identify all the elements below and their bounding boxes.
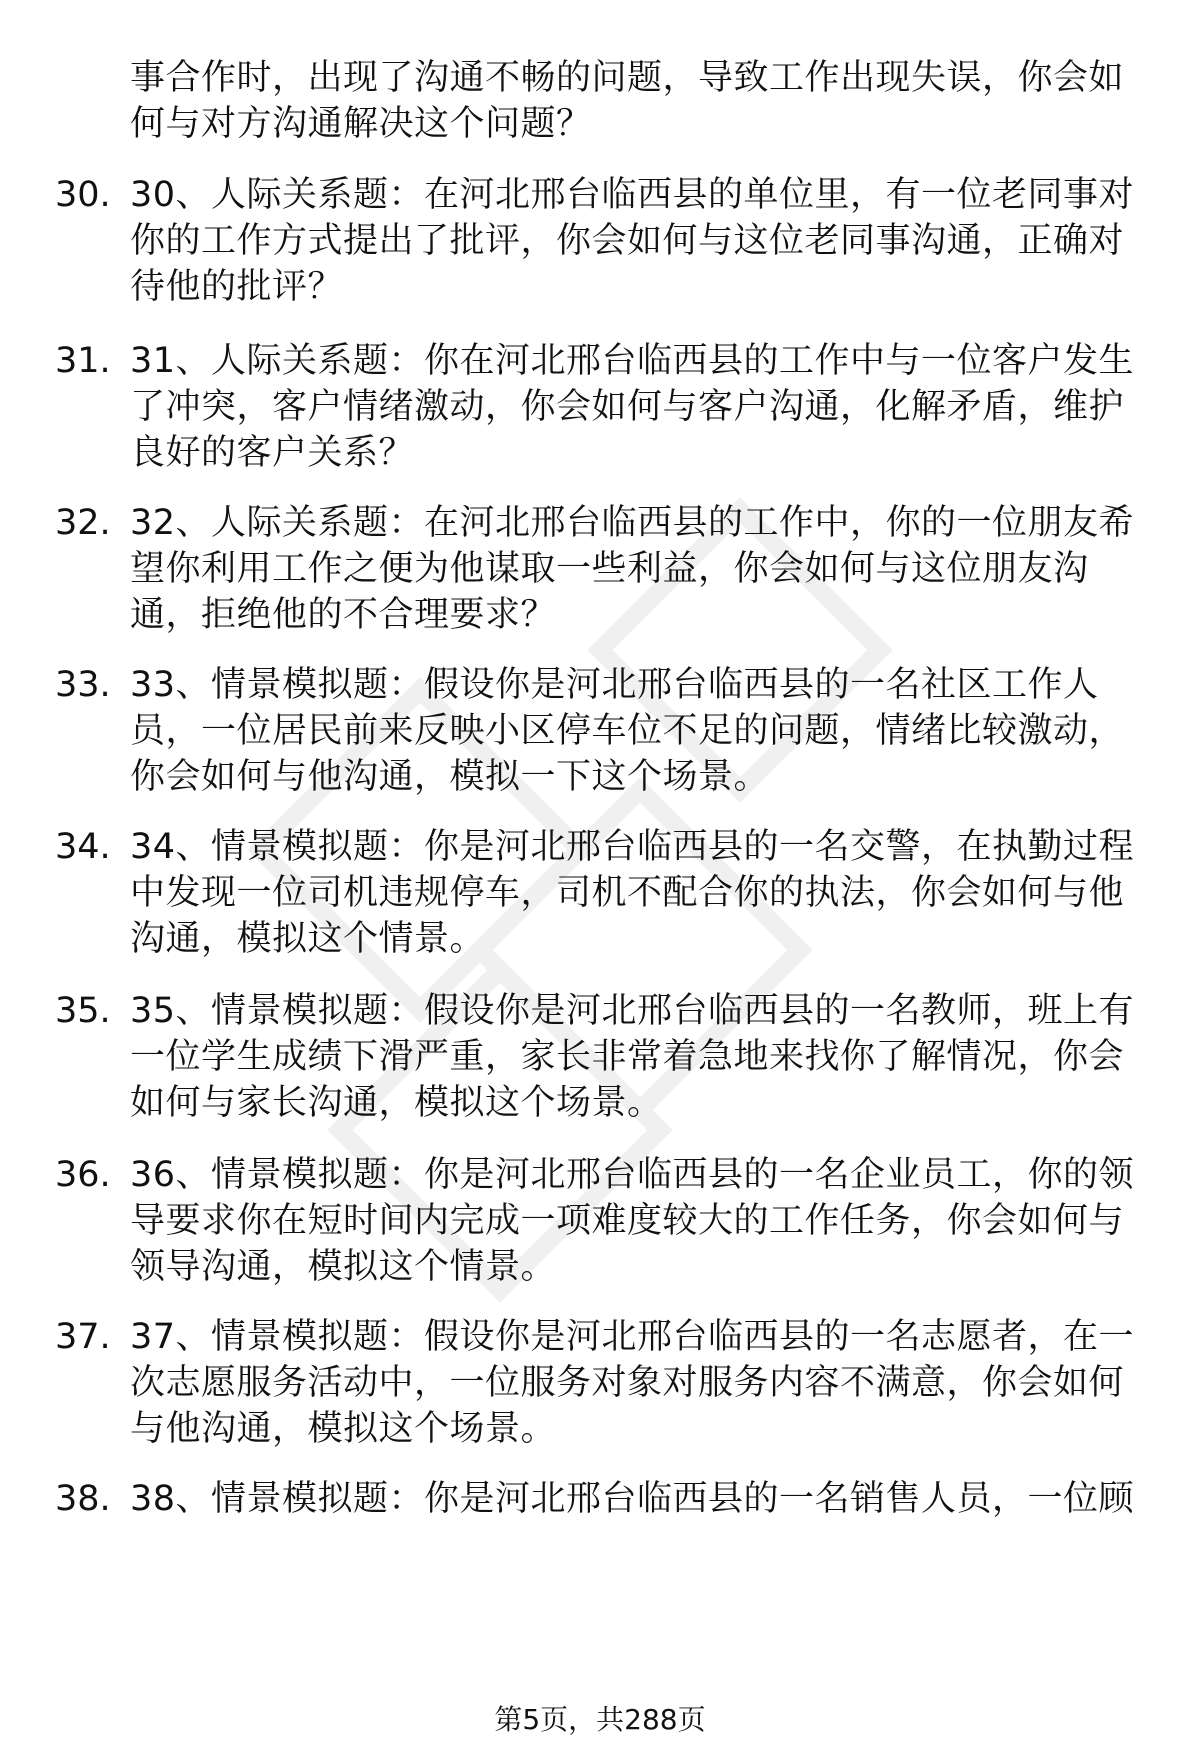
item-text: 34、情景模拟题：你是河北邢台临西县的一名交警，在执勤过程中发现一位司机违规停车，司机不配合你的执法，你会如何与他沟通，模拟这个情景。: [130, 827, 1135, 959]
item-number: 36.: [55, 1155, 111, 1195]
item-text: 37、情景模拟题：假设你是河北邢台临西县的一名志愿者，在一次志愿服务活动中，一位服务对象对服务内容不满意，你会如何与他沟通，模拟这个场景。: [130, 1317, 1135, 1449]
item-number: 35.: [55, 991, 111, 1031]
lead-paragraph: 事合作时，出现了沟通不畅的问题，导致工作出现失误，你会如何与对方沟通解决这个问题？: [130, 58, 1125, 144]
item-text: 31、人际关系题：你在河北邢台临西县的工作中与一位客户发生了冲突，客户情绪激动，你会如何与客户沟通，化解矛盾，维护良好的客户关系？: [130, 341, 1135, 473]
item-number: 37.: [55, 1317, 111, 1357]
item-number: 30.: [55, 175, 111, 215]
item-number: 32.: [55, 503, 111, 543]
item-number: 31.: [55, 341, 111, 381]
item-number: 38.: [55, 1479, 111, 1519]
item-text: 35、情景模拟题：假设你是河北邢台临西县的一名教师，班上有一位学生成绩下滑严重，家长非常着急地来找你了解情况，你会如何与家长沟通，模拟这个场景。: [130, 991, 1135, 1123]
item-text: 32、人际关系题：在河北邢台临西县的工作中，你的一位朋友希望你利用工作之便为他谋取一些利益，你会如何与这位朋友沟通，拒绝他的不合理要求？: [130, 503, 1135, 635]
item-text: 36、情景模拟题：你是河北邢台临西县的一名企业员工，你的领导要求你在短时间内完成一项难度较大的工作任务，你会如何与领导沟通，模拟这个情景。: [130, 1155, 1135, 1287]
item-text: 38、情景模拟题：你是河北邢台临西县的一名销售人员，一位顾: [130, 1479, 1135, 1519]
item-text: 33、情景模拟题：假设你是河北邢台临西县的一名社区工作人员，一位居民前来反映小区停车位不足的问题，情绪比较激动，你会如何与他沟通，模拟一下这个场景。: [130, 665, 1125, 797]
item-number: 33.: [55, 665, 111, 705]
item-text: 30、人际关系题：在河北邢台临西县的单位里，有一位老同事对你的工作方式提出了批评，你会如何与这位老同事沟通，正确对待他的批评？: [130, 175, 1135, 307]
item-number: 34.: [55, 827, 111, 867]
page-footer: 第5页，共288页: [494, 1703, 706, 1736]
